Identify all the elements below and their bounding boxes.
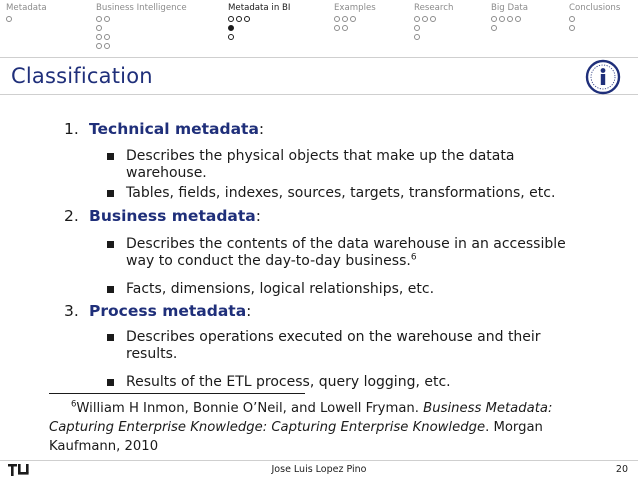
bullet-text [126, 329, 576, 363]
nav-dot-row [228, 34, 290, 43]
nav-dot-icon[interactable] [342, 16, 348, 22]
bullet-line [126, 253, 576, 270]
nav-dots [228, 16, 290, 43]
list-item-heading-suffix: : [258, 120, 265, 138]
nav-dot-icon[interactable] [491, 25, 497, 31]
frame-title-bar [0, 57, 638, 95]
nav-dots [96, 16, 187, 52]
nav-dot-icon[interactable] [96, 34, 102, 40]
bullet-line [126, 374, 576, 391]
nav-dot-icon[interactable] [104, 34, 110, 40]
bullet-text [126, 148, 576, 182]
nav-dot-icon[interactable] [236, 16, 242, 22]
nav-dot-icon[interactable] [334, 16, 340, 22]
nav-dot-icon[interactable] [334, 25, 340, 31]
nav-dot-icon[interactable] [350, 16, 356, 22]
square-bullet-icon [107, 190, 114, 197]
list-item-heading-suffix: : [255, 207, 261, 225]
section-navigation [0, 0, 638, 56]
nav-dot-row [491, 16, 528, 25]
bullet-line [126, 281, 576, 298]
nav-section-title[interactable]: Research [414, 3, 454, 13]
footnote-authors: William H Inmon, Bonnie O’Neil, and Lowell Fryman. [76, 401, 419, 416]
nav-dot-icon[interactable] [244, 16, 250, 22]
nav-section-metadata-in-bi[interactable] [228, 3, 290, 43]
bullet-text [126, 185, 576, 202]
nav-dot-row [491, 25, 528, 34]
nav-section-examples[interactable] [334, 3, 376, 34]
nav-dot-current-icon[interactable] [228, 25, 234, 31]
page-title: Classification [11, 64, 153, 88]
footnote [49, 399, 609, 456]
nav-dot-icon[interactable] [430, 16, 436, 22]
bullet-text [126, 281, 576, 298]
bullet-text [126, 374, 576, 391]
nav-dot-icon[interactable] [507, 16, 513, 22]
bullet-line [126, 185, 576, 202]
nav-dot-row [414, 34, 453, 43]
nav-dot-row [96, 43, 187, 52]
list-item-number: 2. [64, 207, 79, 225]
footnote-publisher: . Morgan Kaufmann, 2010 [49, 420, 543, 454]
square-bullet-icon [107, 379, 114, 386]
bullet-line-text: Tables, fields, indexes, sources, targets, transformations, etc. [126, 185, 556, 201]
nav-dot-row [228, 25, 290, 34]
nav-dot-icon[interactable] [6, 16, 12, 22]
list-item-heading [89, 207, 261, 225]
nav-dot-row [569, 25, 620, 34]
bullet-line-text: Describes the contents of the data warehouse in an accessible [126, 236, 566, 252]
nav-section-conclusions[interactable] [569, 3, 620, 34]
nav-dots [569, 16, 620, 34]
page-number: 20 [615, 464, 628, 475]
footnote-book-title: Business Metadata: Capturing Enterprise Knowledge: Capturing Enterprise Knowledge [49, 401, 553, 435]
nav-dot-icon[interactable] [569, 16, 575, 22]
square-bullet-icon [107, 334, 114, 341]
nav-section-big-data[interactable] [491, 3, 528, 34]
nav-dot-row [6, 16, 47, 25]
bullet-line-text: results. [126, 346, 178, 362]
nav-dot-row [414, 16, 453, 25]
nav-dots [334, 16, 376, 34]
nav-dot-icon[interactable] [96, 16, 102, 22]
bullet-line-text: way to conduct the day-to-day business. [126, 253, 411, 269]
bullet-line-text: Describes operations executed on the warehouse and their [126, 329, 541, 345]
nav-dots [491, 16, 528, 34]
list-item-heading-text: Technical metadata [89, 120, 259, 138]
bullet-line-text: Facts, dimensions, logical relationships, etc. [126, 281, 435, 297]
nav-dot-icon[interactable] [414, 25, 420, 31]
list-item-heading-suffix: : [246, 302, 252, 320]
footnote-reference[interactable]: 6 [410, 252, 417, 263]
nav-dot-icon[interactable] [499, 16, 505, 22]
footnote-rule [49, 393, 305, 394]
square-bullet-icon [107, 241, 114, 248]
nav-dot-icon[interactable] [228, 16, 234, 22]
nav-dot-row [96, 25, 187, 34]
square-bullet-icon [107, 286, 114, 293]
bullet-line-text: warehouse. [126, 165, 207, 181]
nav-dot-row [228, 16, 290, 25]
nav-section-title[interactable]: Metadata in BI [228, 3, 291, 13]
nav-section-metadata[interactable] [6, 3, 47, 25]
nav-dots [414, 16, 453, 43]
footer-author: Jose Luis Lopez Pino [271, 464, 367, 475]
nav-section-title[interactable]: Metadata [6, 3, 47, 13]
list-item-heading [89, 120, 264, 138]
nav-section-title[interactable]: Examples [334, 3, 376, 13]
bullet-line [126, 346, 576, 363]
nav-section-title[interactable]: Business Intelligence [96, 3, 187, 13]
footer-bar [0, 460, 638, 479]
nav-dot-icon[interactable] [422, 16, 428, 22]
footnote-mark: 6 [71, 399, 77, 410]
list-item-number: 3. [64, 302, 79, 320]
list-item-heading-text: Process metadata [89, 302, 247, 320]
nav-dot-row [96, 34, 187, 43]
bullet-line-text: Results of the ETL process, query logging, etc. [126, 374, 451, 390]
list-item-number: 1. [64, 120, 79, 138]
nav-dot-icon[interactable] [96, 43, 102, 49]
bullet-line [126, 165, 576, 182]
nav-dot-icon[interactable] [414, 34, 420, 40]
nav-dot-row [96, 16, 187, 25]
bullet-text [126, 236, 576, 270]
bullet-line [126, 148, 576, 165]
nav-section-business-intelligence[interactable] [96, 3, 187, 52]
university-seal-logo [582, 59, 624, 95]
nav-dot-row [334, 25, 376, 34]
nav-dot-row [414, 25, 453, 34]
bullet-line [126, 329, 576, 346]
list-item-heading [89, 302, 251, 320]
nav-dot-icon[interactable] [104, 16, 110, 22]
nav-section-title[interactable]: Big Data [491, 3, 528, 13]
nav-dot-icon[interactable] [414, 16, 420, 22]
nav-dot-row [569, 16, 620, 25]
square-bullet-icon [107, 153, 114, 160]
bullet-line-text: Describes the physical objects that make up the datata [126, 148, 515, 164]
nav-dot-icon[interactable] [96, 25, 102, 31]
nav-dots [6, 16, 47, 25]
nav-section-title[interactable]: Conclusions [569, 3, 621, 13]
nav-dot-icon[interactable] [342, 25, 348, 31]
nav-dot-row [334, 16, 376, 25]
nav-dot-icon[interactable] [569, 25, 575, 31]
nav-dot-icon[interactable] [515, 16, 521, 22]
nav-dot-icon[interactable] [104, 43, 110, 49]
bullet-line [126, 236, 576, 253]
nav-dot-icon[interactable] [228, 34, 234, 40]
nav-dot-icon[interactable] [491, 16, 497, 22]
nav-section-research[interactable] [414, 3, 453, 43]
list-item-heading-text: Business metadata [89, 207, 256, 225]
